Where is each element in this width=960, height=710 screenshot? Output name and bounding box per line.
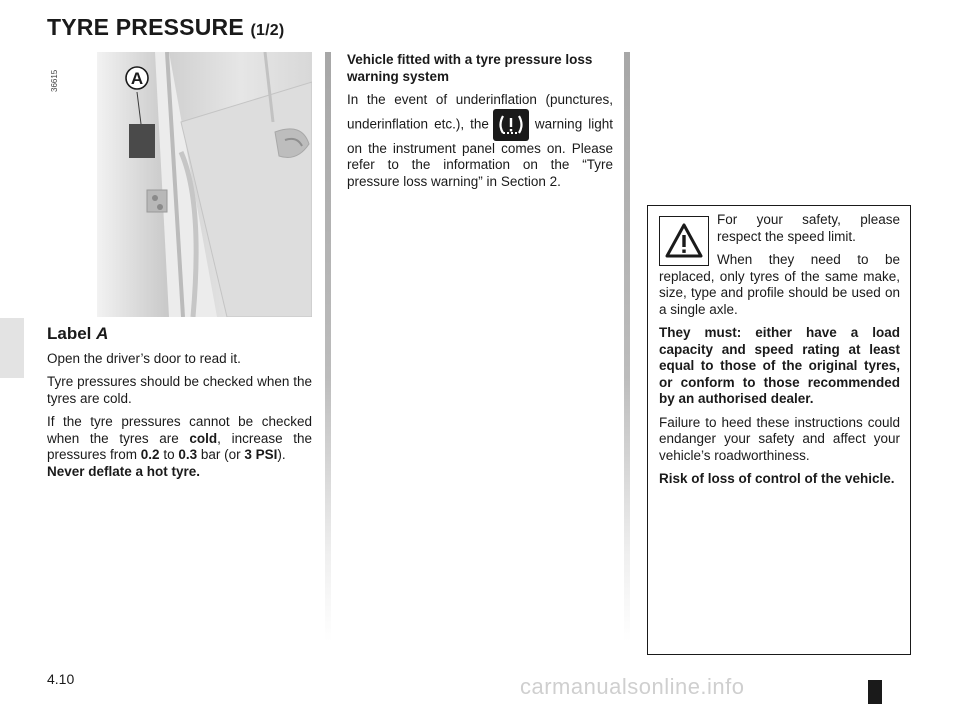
column-divider-right	[624, 52, 630, 642]
p3-cold: cold	[189, 430, 218, 446]
warning-paragraph-3: They must: either have a load capacity and speed rating at least equal to those of the original tyres, or conform to those recommended by an authorised dealer.	[659, 325, 900, 406]
p3-never-deflate: Never deflate a hot tyre.	[47, 463, 201, 479]
figure-id: 36615	[50, 69, 59, 92]
p3-text-2: , increase the pressures from	[47, 430, 313, 462]
p3-value-2: 0.3	[178, 447, 198, 462]
tyre-pressure-warning-icon	[493, 109, 529, 141]
warning-triangle-icon	[659, 216, 709, 266]
warning-paragraph-4: Failure to heed these instructions could endanger your safety and affect your vehicle’s roadworthiness.	[659, 414, 900, 463]
door-illustration-svg	[97, 52, 312, 317]
page-title-text: TYRE PRESSURE	[47, 14, 244, 40]
p3-text-5: ).	[277, 447, 286, 462]
p3-value-1: 0.2	[140, 447, 160, 462]
door-illustration	[97, 52, 312, 317]
label-a-heading	[47, 326, 312, 343]
warning-paragraph-2: When they need to be replaced, only tyres of the same make, size, type and profile should be used on a single axle.	[659, 252, 900, 317]
page-number: 4.10	[47, 671, 75, 687]
label-a-paragraph-3	[47, 414, 312, 480]
p3-text-1: If the tyre pressures cannot be checked when the tyres are	[47, 414, 312, 446]
warning-paragraph-1: For your safety, please respect the speed limit.	[717, 212, 900, 244]
tpms-paragraph	[347, 92, 613, 190]
page-title-part: (1/2)	[250, 22, 285, 39]
warning-paragraph-5: Risk of loss of control of the vehicle.	[659, 471, 895, 486]
p3-text-3: to	[159, 447, 179, 462]
label-a-paragraph-2: Tyre pressures should be checked when the tyres are cold.	[47, 374, 312, 406]
label-heading-letter: A	[96, 324, 109, 343]
label-heading-prefix: Label	[47, 324, 92, 343]
tpms-text-after: warning light on the instrument panel comes on. Please refer to the information on the “Tyre pressure loss warning” in Section 2.	[347, 116, 613, 189]
tpms-section	[347, 52, 613, 197]
label-a-section	[47, 326, 312, 487]
p3-text-4: bar (or	[197, 447, 245, 462]
page-title	[47, 14, 284, 41]
tpms-heading: Vehicle fitted with a tyre pressure loss warning system	[347, 52, 593, 84]
watermark: carmanualsonline.info	[520, 674, 745, 699]
tpms-text-before: In the event of underinflation (punctures, underinflation etc.), the	[347, 92, 613, 132]
column-divider-left	[325, 52, 331, 642]
p3-psi: 3 PSI	[244, 447, 278, 462]
label-a-paragraph-1: Open the driver’s door to read it.	[47, 350, 241, 366]
figure-callout-a: A	[130, 69, 144, 88]
safety-warning-box	[647, 205, 911, 655]
page-corner-mark	[868, 680, 882, 704]
section-tab	[0, 318, 24, 378]
